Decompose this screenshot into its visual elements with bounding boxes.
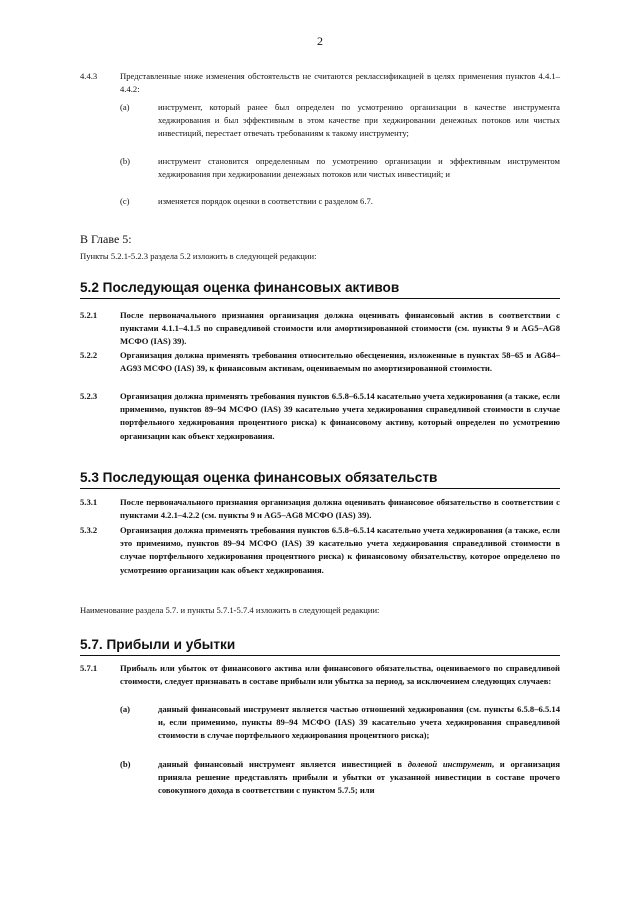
heading-underline [80, 655, 560, 656]
paragraph-number: 4.4.3 [80, 71, 98, 81]
item-text: инструмент становится определенным по усмотрению организации и эффективным инструментом хеджирования при хеджировании денежных потоков или чистых инвестиций; и [158, 156, 560, 180]
paragraph-text: Организация должна применять требования относительно обесценения, изложенные в пунктах 58–65 и AG84–AG93 МСФО (IAS) 39, к финансовым активам, оцениваемым по амортизированной стоимости. [120, 350, 560, 374]
heading-underline [80, 298, 560, 299]
item-text-end: , и организация приняла решение представлять прибыли и убытки от указанной инвестиции в составе прочего совокупного дохода в соответствии с пунктом 5.7.5; или [158, 759, 560, 796]
paragraph-number: 5.2.2 [80, 350, 98, 360]
item-letter: (a) [120, 704, 131, 714]
item-text: данный финансовый инструмент является частью отношений хеджирования (см. пункты 6.5.8–6.5.14 и, если применимо, пункты 89–94 МСФО (IAS) 39 касательно учета хеджирования справедливой стоимости в случае портфельного хеджирования процентного риска); [158, 704, 560, 741]
paragraph-text: Организация должна применять требования пунктов 6.5.8–6.5.14 касательно учета хеджирования (а также, если применимо, пунктов 89–94 МСФО (IAS) 39 касательно учета хеджирования справедливой стоимости в случае портфельного хеджирования процентного риска) к финансовому активу, который определен по усмотрению организации как объект хеджирования. [120, 391, 560, 441]
rename-instruction: Наименование раздела 5.7. и пункты 5.7.1-5.7.4 изложить в следующей редакции: [80, 605, 380, 615]
item-letter: (c) [120, 196, 130, 206]
item-letter: (b) [120, 156, 131, 166]
item-letter: (a) [120, 102, 130, 112]
section-heading-5-7: 5.7. Прибыли и убытки [80, 637, 236, 652]
paragraph-text: Организация должна применять требования пунктов 6.5.8–6.5.14 касательно учета хеджирования (а также, если это применимо, пунктов 89–94 МСФО (IAS) 39 касательно учета хеджирования справедливой стоимости в случае портфельного хеджирования процентного риска) к финансовому обязательству, которое определено по усмотрению организации как объект хеджирования. [120, 525, 560, 575]
chapter-instruction: Пункты 5.2.1-5.2.3 раздела 5.2 изложить в следующей редакции: [80, 251, 317, 261]
item-text-italic: долевой инструмент [407, 759, 492, 769]
paragraph-text: Прибыль или убыток от финансового актива или финансового обязательства, оцениваемого по справедливой стоимости, следует признавать в составе прибыли или убытка за период, за исключением следующих случаев: [120, 663, 560, 687]
item-text: изменяется порядок оценки в соответствии с разделом 6.7. [158, 196, 373, 206]
section-heading-5-2: 5.2 Последующая оценка финансовых активов [80, 280, 400, 295]
item-text-start: данный финансовый инструмент является инвестицией в [158, 759, 408, 769]
item-letter: (b) [120, 759, 131, 769]
paragraph-text: Представленные ниже изменения обстоятельств не считаются реклассификацией в целях применения пунктов 4.4.1–4.4.2: [120, 71, 560, 95]
paragraph-number: 5.7.1 [80, 663, 98, 673]
item-text: инструмент, который ранее был определен по усмотрению организации в качестве инструмента хеджирования и был эффективным в этом качестве при хеджировании денежных потоков или чистых инвестиций, перестает отвечать требованиям к такому инструменту; [158, 102, 560, 139]
paragraph-text: После первоначального признания организация должна оценивать финансовый актив в соответствии с пунктами 4.1.1–4.1.5 по справедливой стоимости или амортизированной стоимости (см. пункты 9 и AG5–AG8 МСФО (IAS) 39). [120, 310, 560, 347]
chapter-title: В Главе 5: [80, 232, 132, 246]
heading-underline [80, 488, 560, 489]
paragraph-number: 5.3.2 [80, 525, 98, 535]
paragraph-text: После первоначального признания организация должна оценивать финансовое обязательство в соответствии с пунктами 4.2.1–4.2.2 (см. пункты 9 и AG5–AG8 МСФО (IAS) 39). [120, 497, 560, 521]
item-text [158, 758, 560, 798]
paragraph-number: 5.2.1 [80, 310, 98, 320]
paragraph-number: 5.2.3 [80, 391, 98, 401]
page-number: 2 [317, 34, 323, 48]
paragraph-number: 5.3.1 [80, 497, 98, 507]
section-heading-5-3: 5.3 Последующая оценка финансовых обязательств [80, 470, 438, 485]
